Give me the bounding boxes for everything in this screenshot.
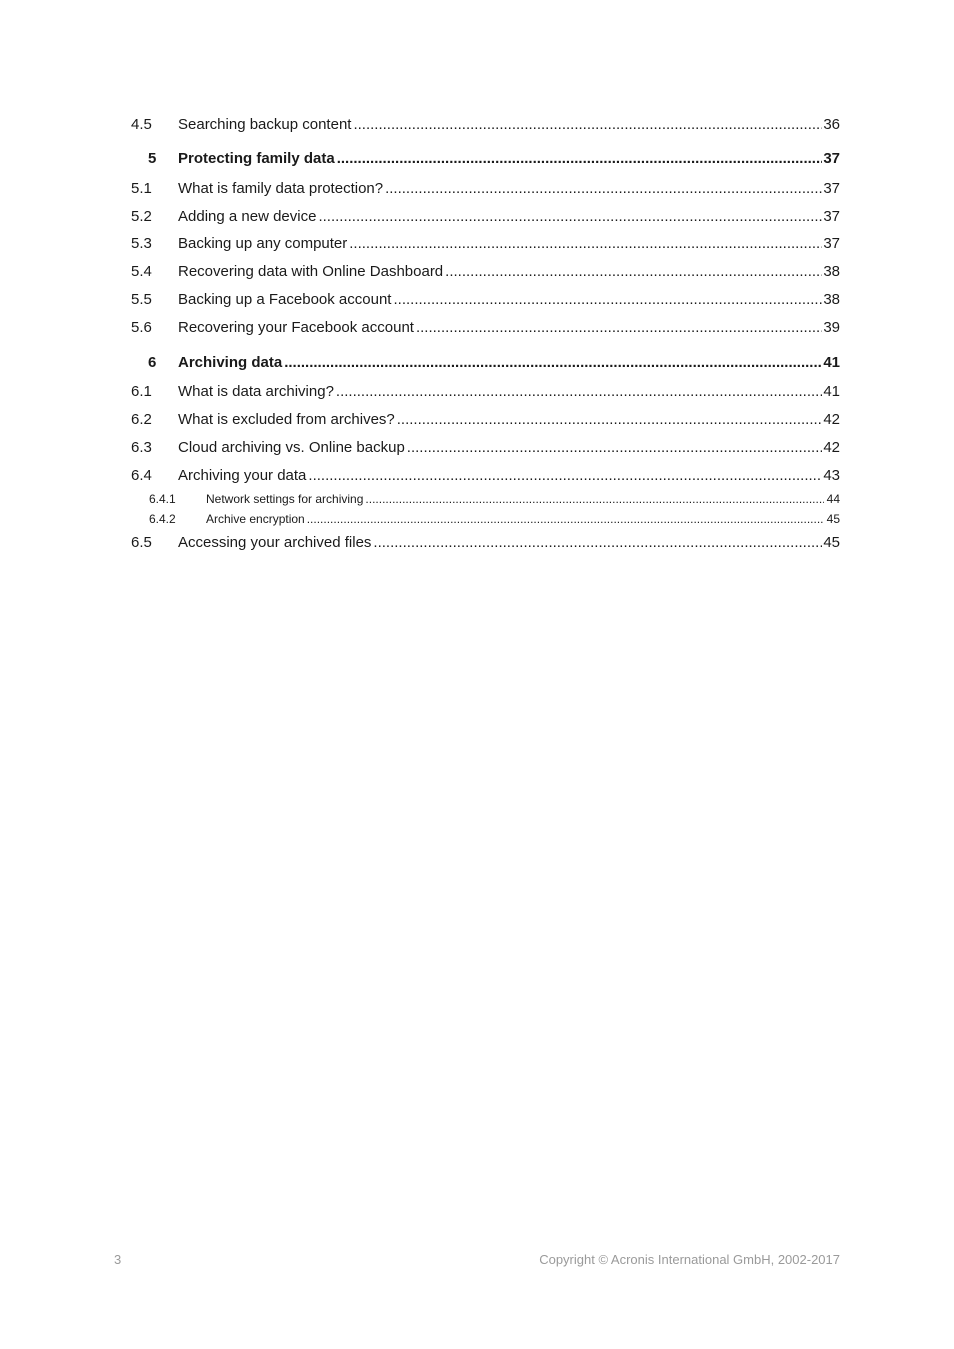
- toc-dot-leader: [393, 291, 822, 309]
- toc-entry-page: 37: [823, 180, 840, 197]
- toc-dot-leader: [445, 263, 822, 281]
- toc-dot-leader: [307, 512, 824, 526]
- toc-dot-leader: [318, 208, 822, 226]
- toc-entry-page: 45: [826, 512, 840, 526]
- toc-subentry[interactable]: [149, 492, 840, 506]
- toc-entry-title: Recovering data with Online Dashboard: [178, 263, 444, 280]
- toc-entry-number: 6.3: [131, 439, 152, 456]
- toc-entry-page: 37: [823, 208, 840, 225]
- toc-dot-leader: [337, 150, 823, 168]
- toc-entry-title: Network settings for archiving: [206, 492, 364, 506]
- toc-entry-number: 6.4.2: [149, 512, 176, 526]
- toc-entry-number: 5.6: [131, 319, 152, 336]
- toc-entry-number: 6.5: [131, 534, 152, 551]
- table-of-contents: [131, 0, 840, 600]
- toc-entry[interactable]: [131, 411, 840, 429]
- toc-entry-number: 5.5: [131, 291, 152, 308]
- toc-entry-page: 39: [823, 319, 840, 336]
- toc-entry-title: Accessing your archived files: [178, 534, 372, 551]
- toc-entry-title: What is data archiving?: [178, 383, 334, 400]
- toc-entry-page: 37: [823, 235, 840, 252]
- toc-entry-number: 5.2: [131, 208, 152, 225]
- toc-entry[interactable]: [131, 319, 840, 337]
- toc-entry-number: 6: [148, 354, 157, 371]
- toc-dot-leader: [416, 319, 822, 337]
- toc-dot-leader: [349, 235, 822, 253]
- toc-entry-page: 41: [823, 383, 840, 400]
- toc-entry-number: 6.1: [131, 383, 152, 400]
- toc-entry-title: Adding a new device: [178, 208, 317, 225]
- toc-entry-title: Archiving your data: [178, 467, 307, 484]
- toc-entry-page: 41: [823, 354, 840, 371]
- toc-entry[interactable]: [131, 116, 840, 134]
- toc-entry-title: Cloud archiving vs. Online backup: [178, 439, 405, 456]
- toc-entry-page: 38: [823, 263, 840, 280]
- toc-dot-leader: [353, 116, 822, 134]
- toc-entry-title: Recovering your Facebook account: [178, 319, 414, 336]
- toc-chapter[interactable]: [131, 150, 840, 168]
- toc-entry-number: 5: [148, 150, 157, 167]
- page-number: 3: [114, 1252, 122, 1267]
- toc-entry-title: What is excluded from archives?: [178, 411, 395, 428]
- toc-entry-number: 5.4: [131, 263, 152, 280]
- toc-entry[interactable]: [131, 383, 840, 401]
- toc-entry-number: 4.5: [131, 116, 152, 133]
- page-footer: [114, 1252, 840, 1270]
- toc-entry[interactable]: [131, 180, 840, 198]
- toc-entry[interactable]: [131, 467, 840, 485]
- toc-entry-title: Backing up any computer: [178, 235, 348, 252]
- toc-dot-leader: [407, 439, 823, 457]
- toc-entry-title: Searching backup content: [178, 116, 352, 133]
- toc-entry-title: Archiving data: [178, 354, 283, 371]
- toc-entry[interactable]: [131, 439, 840, 457]
- toc-entry-title: Protecting family data: [178, 150, 335, 167]
- toc-entry-page: 42: [823, 411, 840, 428]
- toc-entry-title: What is family data protection?: [178, 180, 384, 197]
- toc-dot-leader: [308, 467, 822, 485]
- toc-entry-number: 6.4.1: [149, 492, 176, 506]
- toc-entry[interactable]: [131, 235, 840, 253]
- toc-subentry[interactable]: [149, 512, 840, 526]
- toc-entry-page: 36: [823, 116, 840, 133]
- toc-entry-page: 42: [823, 439, 840, 456]
- toc-entry-page: 37: [823, 150, 840, 167]
- toc-entry-page: 43: [823, 467, 840, 484]
- toc-entry-number: 6.4: [131, 467, 152, 484]
- toc-entry-page: 45: [823, 534, 840, 551]
- toc-entry[interactable]: [131, 263, 840, 281]
- toc-dot-leader: [373, 534, 822, 552]
- copyright-notice: Copyright © Acronis International GmbH, 2002-2017: [539, 1252, 840, 1267]
- toc-entry[interactable]: [131, 208, 840, 226]
- toc-entry-title: Backing up a Facebook account: [178, 291, 392, 308]
- toc-entry-number: 6.2: [131, 411, 152, 428]
- toc-entry-title: Archive encryption: [206, 512, 305, 526]
- toc-entry-number: 5.1: [131, 180, 152, 197]
- toc-entry-page: 44: [826, 492, 840, 506]
- toc-entry[interactable]: [131, 534, 840, 552]
- toc-entry-page: 38: [823, 291, 840, 308]
- toc-dot-leader: [385, 180, 822, 198]
- toc-dot-leader: [397, 411, 823, 429]
- toc-entry[interactable]: [131, 291, 840, 309]
- toc-dot-leader: [284, 354, 822, 372]
- toc-dot-leader: [336, 383, 822, 401]
- toc-dot-leader: [365, 492, 823, 506]
- toc-chapter[interactable]: [131, 354, 840, 372]
- toc-entry-number: 5.3: [131, 235, 152, 252]
